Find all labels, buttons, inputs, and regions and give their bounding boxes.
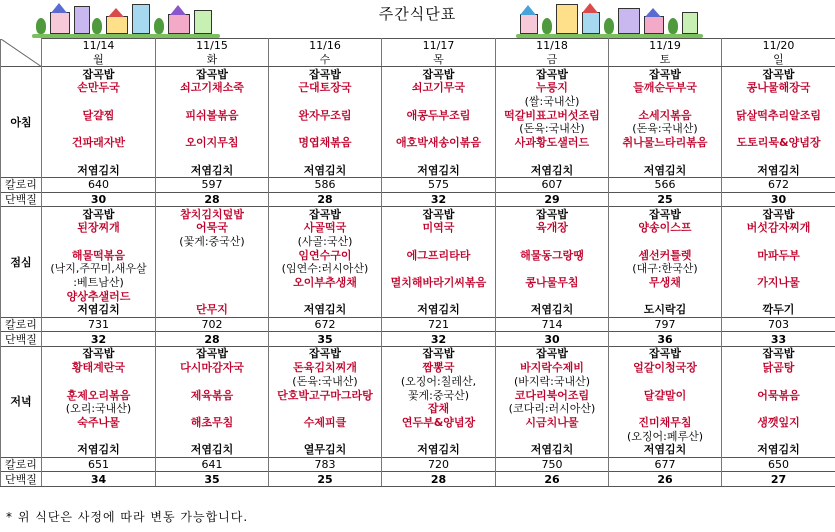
dinner-dish: 다시마감자국 (156, 361, 269, 375)
dinner-menu-row (1, 361, 835, 375)
calorie-label: 칼로리 (1, 317, 42, 332)
protein-value: 34 (42, 472, 156, 487)
dinner-dish: 바지락수제비 (496, 361, 609, 375)
dinner-label: 저녁 (1, 347, 42, 458)
dinner-dish: 저염김치 (609, 443, 722, 457)
lunch-dish (382, 235, 496, 249)
breakfast-dish: 저염김치 (609, 163, 722, 177)
breakfast-dish (496, 150, 609, 164)
breakfast-dish: 들깨순두부국 (609, 81, 722, 95)
date-cell: 11/18 (496, 39, 609, 53)
lunch-dish: 무생채 (609, 276, 722, 290)
protein-value: 32 (382, 192, 496, 207)
dinner-dish: 잡채 (382, 402, 496, 416)
lunch-dish (722, 262, 835, 276)
lunch-dish (496, 262, 609, 276)
lunch-dish: (꽃게:중국산) (156, 235, 269, 249)
lunch-dish (156, 248, 269, 262)
dinner-dish: 잡곡밥 (722, 347, 835, 361)
lunch-dish (42, 235, 156, 249)
day-cell: 일 (722, 53, 835, 67)
dinner-menu-row (1, 375, 835, 389)
dinner-dish: 훈제오리볶음 (42, 388, 156, 402)
protein-label: 단백질 (1, 332, 42, 347)
dinner-dish: 제육볶음 (156, 388, 269, 402)
breakfast-dish: 잡곡밥 (609, 67, 722, 81)
lunch-dish: 미역국 (382, 221, 496, 235)
calorie-value: 607 (496, 177, 609, 192)
lunch-dish (156, 262, 269, 276)
header (0, 0, 835, 40)
dinner-dish: 저염김치 (382, 443, 496, 457)
lunch-dish: (대구:한국산) (609, 262, 722, 276)
dinner-dish: 닭곰탕 (722, 361, 835, 375)
dinner-dish (609, 375, 722, 389)
lunch-dish: 양상추샐러드 (42, 289, 156, 303)
dinner-dish: 숙주나물 (42, 416, 156, 430)
lunch-dish: :베트남산) (42, 276, 156, 290)
protein-value: 30 (42, 192, 156, 207)
calorie-value: 783 (269, 457, 382, 472)
protein-value: 26 (609, 472, 722, 487)
breakfast-dish: 잡곡밥 (269, 67, 382, 81)
dinner-dish: 황태계란국 (42, 361, 156, 375)
breakfast-dish: 애호박새송이볶음 (382, 136, 496, 150)
calorie-value: 714 (496, 317, 609, 332)
breakfast-dish: 저염김치 (382, 163, 496, 177)
lunch-dish: (임연수:러시아산) (269, 262, 382, 276)
breakfast-dish (269, 150, 382, 164)
lunch-dish (609, 289, 722, 303)
dinner-dish (609, 402, 722, 416)
page-title: 주간식단표 (378, 5, 457, 23)
lunch-dish: 저염김치 (496, 303, 609, 317)
protein-value: 33 (722, 332, 835, 347)
dinner-dish: 저염김치 (496, 443, 609, 457)
protein-value: 32 (42, 332, 156, 347)
lunch-menu-row (1, 235, 835, 249)
dinner-dish (156, 402, 269, 416)
calorie-value: 597 (156, 177, 269, 192)
dinner-dish: 잡곡밥 (382, 347, 496, 361)
lunch-dish (156, 289, 269, 303)
breakfast-dish: 저염김치 (156, 163, 269, 177)
day-cell: 목 (382, 53, 496, 67)
dinner-dish: 잡곡밥 (42, 347, 156, 361)
dinner-protein-row (1, 472, 835, 487)
breakfast-dish: 피쉬볼볶음 (156, 108, 269, 122)
protein-value: 27 (722, 472, 835, 487)
dinner-dish: (오징어:페루산) (609, 429, 722, 443)
calorie-value: 641 (156, 457, 269, 472)
lunch-dish: 어묵국 (156, 221, 269, 235)
lunch-dish: 잡곡밥 (269, 207, 382, 221)
breakfast-dish (42, 122, 156, 136)
protein-value: 32 (382, 332, 496, 347)
protein-value: 26 (496, 472, 609, 487)
breakfast-dish: 잡곡밥 (496, 67, 609, 81)
dinner-dish (156, 375, 269, 389)
breakfast-protein-row (1, 192, 835, 207)
lunch-dish: 마파두부 (722, 248, 835, 262)
lunch-dish (269, 289, 382, 303)
lunch-menu-row (1, 262, 835, 276)
protein-label: 단백질 (1, 472, 42, 487)
lunch-dish: 저염김치 (269, 303, 382, 317)
lunch-dish: 가지나물 (722, 276, 835, 290)
lunch-dish: 도시락김 (609, 303, 722, 317)
lunch-dish: 깍두기 (722, 303, 835, 317)
lunch-dish: (낙지,주꾸미,새우살 (42, 262, 156, 276)
day-row (1, 53, 835, 67)
dinner-menu-row (1, 429, 835, 443)
breakfast-dish: 근대토장국 (269, 81, 382, 95)
dinner-dish: 저염김치 (156, 443, 269, 457)
date-cell: 11/14 (42, 39, 156, 53)
calorie-value: 566 (609, 177, 722, 192)
breakfast-dish: 건파래자반 (42, 136, 156, 150)
dinner-dish: 짬뽕국 (382, 361, 496, 375)
calorie-value: 672 (722, 177, 835, 192)
lunch-dish (496, 235, 609, 249)
breakfast-menu-row (1, 122, 835, 136)
dinner-dish: 잡곡밥 (156, 347, 269, 361)
lunch-menu-row (1, 248, 835, 262)
dinner-dish: (코다리:러시아산) (496, 402, 609, 416)
dinner-dish (722, 402, 835, 416)
breakfast-calorie-row (1, 177, 835, 192)
protein-value: 36 (609, 332, 722, 347)
calorie-value: 703 (722, 317, 835, 332)
lunch-dish (722, 289, 835, 303)
protein-value: 28 (156, 192, 269, 207)
village-illustration-right (516, 0, 703, 38)
breakfast-dish: 소세지볶음 (609, 108, 722, 122)
dinner-dish: 연두부&양념장 (382, 416, 496, 430)
breakfast-dish (42, 150, 156, 164)
breakfast-dish: 손만두국 (42, 81, 156, 95)
lunch-protein-row (1, 332, 835, 347)
lunch-dish: 임연수구이 (269, 248, 382, 262)
breakfast-dish: 저염김치 (42, 163, 156, 177)
date-cell: 11/20 (722, 39, 835, 53)
footer-note: * 위 식단은 사정에 따라 변동 가능합니다. (6, 510, 249, 524)
calorie-value: 721 (382, 317, 496, 332)
calorie-value: 702 (156, 317, 269, 332)
dinner-dish: 생깻잎지 (722, 416, 835, 430)
lunch-dish: 에그프리타타 (382, 248, 496, 262)
lunch-dish: 된장찌개 (42, 221, 156, 235)
calorie-value: 677 (609, 457, 722, 472)
calorie-label: 칼로리 (1, 177, 42, 192)
breakfast-dish: 콩나물해장국 (722, 81, 835, 95)
dinner-dish (269, 402, 382, 416)
protein-value: 28 (269, 192, 382, 207)
lunch-dish: 단무지 (156, 303, 269, 317)
dinner-dish (722, 375, 835, 389)
breakfast-dish (156, 122, 269, 136)
dinner-dish: 잡곡밥 (269, 347, 382, 361)
lunch-dish: (사골:국산) (269, 235, 382, 249)
breakfast-dish: 잡곡밥 (156, 67, 269, 81)
date-cell: 11/16 (269, 39, 382, 53)
breakfast-dish: 잡곡밥 (42, 67, 156, 81)
breakfast-dish (609, 95, 722, 109)
dinner-dish: 돈육김치찌개 (269, 361, 382, 375)
day-cell: 금 (496, 53, 609, 67)
lunch-label: 점심 (1, 207, 42, 318)
dinner-dish (42, 429, 156, 443)
lunch-dish: 사골떡국 (269, 221, 382, 235)
weekly-menu-table (0, 38, 835, 487)
menu-table-body (1, 39, 835, 487)
dinner-dish: 어묵볶음 (722, 388, 835, 402)
dinner-menu-row (1, 347, 835, 361)
dinner-dish: 해초무침 (156, 416, 269, 430)
lunch-menu-row (1, 221, 835, 235)
dinner-dish: 저염김치 (42, 443, 156, 457)
lunch-dish: 해물떡볶음 (42, 248, 156, 262)
calorie-value: 750 (496, 457, 609, 472)
breakfast-dish: 쇠고기무국 (382, 81, 496, 95)
breakfast-menu-row (1, 67, 835, 81)
calorie-value: 650 (722, 457, 835, 472)
breakfast-dish: 취나물느타리볶음 (609, 136, 722, 150)
breakfast-dish (269, 122, 382, 136)
dinner-dish: 수제피클 (269, 416, 382, 430)
dinner-dish (42, 375, 156, 389)
dinner-dish (269, 429, 382, 443)
corner-cell (1, 39, 42, 67)
breakfast-dish: 쇠고기채소죽 (156, 81, 269, 95)
day-cell: 화 (156, 53, 269, 67)
breakfast-dish: 저염김치 (496, 163, 609, 177)
breakfast-dish: 저염김치 (722, 163, 835, 177)
dinner-dish: 잡곡밥 (609, 347, 722, 361)
date-cell: 11/19 (609, 39, 722, 53)
lunch-dish: 잡곡밥 (42, 207, 156, 221)
dinner-dish: 얼갈이청국장 (609, 361, 722, 375)
day-cell: 토 (609, 53, 722, 67)
breakfast-menu-row (1, 150, 835, 164)
calorie-value: 575 (382, 177, 496, 192)
dinner-dish: 잡곡밥 (496, 347, 609, 361)
breakfast-dish: 달걀찜 (42, 108, 156, 122)
dinner-dish (156, 429, 269, 443)
lunch-dish: 저염김치 (382, 303, 496, 317)
day-cell: 수 (269, 53, 382, 67)
lunch-dish (609, 235, 722, 249)
breakfast-dish: (돈육:국내산) (609, 122, 722, 136)
breakfast-dish (156, 95, 269, 109)
breakfast-dish: 사과황도샐러드 (496, 136, 609, 150)
lunch-dish (382, 289, 496, 303)
breakfast-dish (382, 150, 496, 164)
lunch-dish: 양송이스프 (609, 221, 722, 235)
protein-value: 35 (269, 332, 382, 347)
lunch-dish: 저염김치 (42, 303, 156, 317)
breakfast-dish: 도토리묵&양념장 (722, 136, 835, 150)
diagonal-line (1, 39, 42, 67)
calorie-value: 672 (269, 317, 382, 332)
breakfast-menu-row (1, 81, 835, 95)
lunch-menu-row (1, 303, 835, 317)
protein-value: 30 (496, 332, 609, 347)
dinner-dish: 시금치나물 (496, 416, 609, 430)
breakfast-dish: 잡곡밥 (382, 67, 496, 81)
protein-value: 29 (496, 192, 609, 207)
calorie-label: 칼로리 (1, 457, 42, 472)
lunch-menu-row (1, 276, 835, 290)
breakfast-dish: 닭살떡추리알조림 (722, 108, 835, 122)
lunch-dish: 잡곡밥 (722, 207, 835, 221)
date-row (1, 39, 835, 53)
lunch-dish: 셈선커틀렛 (609, 248, 722, 262)
calorie-value: 586 (269, 177, 382, 192)
dinner-dish: (오리:국내산) (42, 402, 156, 416)
lunch-menu-row (1, 289, 835, 303)
dinner-calorie-row (1, 457, 835, 472)
dinner-dish: 코다리북어조림 (496, 388, 609, 402)
protein-label: 단백질 (1, 192, 42, 207)
breakfast-dish: 명엽채볶음 (269, 136, 382, 150)
lunch-dish (496, 289, 609, 303)
date-cell: 11/17 (382, 39, 496, 53)
dinner-dish (496, 429, 609, 443)
lunch-dish (722, 235, 835, 249)
lunch-calorie-row (1, 317, 835, 332)
breakfast-dish (722, 95, 835, 109)
breakfast-dish (42, 95, 156, 109)
day-cell: 월 (42, 53, 156, 67)
breakfast-dish: (돈육:국내산) (496, 122, 609, 136)
lunch-dish: 해물동그랑땡 (496, 248, 609, 262)
dinner-dish: (돈육:국내산) (269, 375, 382, 389)
dinner-menu-row (1, 388, 835, 402)
breakfast-dish: 누룽지 (496, 81, 609, 95)
dinner-dish: 열무김치 (269, 443, 382, 457)
breakfast-dish (609, 150, 722, 164)
calorie-value: 797 (609, 317, 722, 332)
breakfast-dish: 오이지무침 (156, 136, 269, 150)
breakfast-dish: 완자무조림 (269, 108, 382, 122)
lunch-dish: 참치김치덮밥 (156, 207, 269, 221)
protein-value: 28 (156, 332, 269, 347)
lunch-dish: 잡곡밥 (496, 207, 609, 221)
lunch-dish: 잡곡밥 (382, 207, 496, 221)
dinner-dish: 꽃게:중국산) (382, 388, 496, 402)
breakfast-dish: 떡갈비표고버섯조림 (496, 108, 609, 122)
dinner-dish (382, 429, 496, 443)
breakfast-menu-row (1, 95, 835, 109)
breakfast-dish (382, 95, 496, 109)
lunch-dish: 오이부추생채 (269, 276, 382, 290)
protein-value: 30 (722, 192, 835, 207)
breakfast-dish (722, 150, 835, 164)
dinner-dish: (오징어:칠레산, (382, 375, 496, 389)
dinner-dish: 진미채무침 (609, 416, 722, 430)
calorie-value: 720 (382, 457, 496, 472)
breakfast-dish (722, 122, 835, 136)
breakfast-dish (269, 95, 382, 109)
breakfast-menu-row (1, 136, 835, 150)
breakfast-dish (382, 122, 496, 136)
lunch-dish: 잡곡밥 (609, 207, 722, 221)
dinner-dish: (바지락:국내산) (496, 375, 609, 389)
dinner-menu-row (1, 402, 835, 416)
dinner-menu-row (1, 443, 835, 457)
calorie-value: 640 (42, 177, 156, 192)
dinner-dish: 저염김치 (722, 443, 835, 457)
dinner-dish: 달걀말이 (609, 388, 722, 402)
date-cell: 11/15 (156, 39, 269, 53)
lunch-dish (382, 262, 496, 276)
breakfast-dish: 잡곡밥 (722, 67, 835, 81)
dinner-dish: 단호박고구마그라탕 (269, 388, 382, 402)
breakfast-menu-row (1, 108, 835, 122)
calorie-value: 731 (42, 317, 156, 332)
lunch-dish (156, 276, 269, 290)
protein-value: 28 (382, 472, 496, 487)
calorie-value: 651 (42, 457, 156, 472)
dinner-menu-row (1, 416, 835, 430)
breakfast-dish (156, 150, 269, 164)
breakfast-dish: 애콩두부조림 (382, 108, 496, 122)
protein-value: 25 (609, 192, 722, 207)
dinner-dish (722, 429, 835, 443)
lunch-dish: 버섯감자찌개 (722, 221, 835, 235)
breakfast-menu-row (1, 163, 835, 177)
protein-value: 35 (156, 472, 269, 487)
protein-value: 25 (269, 472, 382, 487)
breakfast-label: 아침 (1, 67, 42, 178)
breakfast-dish: (쌀:국내산) (496, 95, 609, 109)
lunch-menu-row (1, 207, 835, 221)
lunch-dish: 육개장 (496, 221, 609, 235)
breakfast-dish: 저염김치 (269, 163, 382, 177)
lunch-dish: 멸치해바라기씨볶음 (382, 276, 496, 290)
lunch-dish: 콩나물무침 (496, 276, 609, 290)
